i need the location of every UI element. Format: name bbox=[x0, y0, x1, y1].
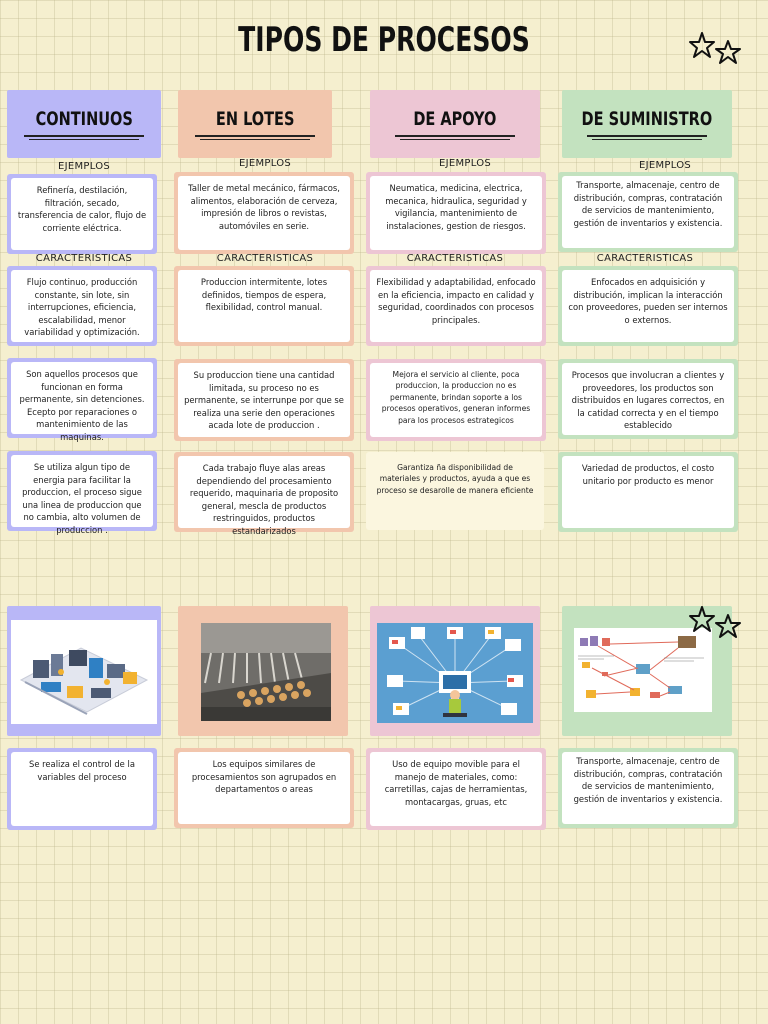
description-card bbox=[174, 359, 354, 441]
caracteristicas-text: Flexibilidad y adaptabilidad, enfocado en la eficiencia, impacto en calidad y seguridad, coordinados con procesos principales. bbox=[370, 270, 542, 342]
ejemplos-label: EJEMPLOS bbox=[438, 158, 492, 169]
caracteristicas-card bbox=[558, 266, 738, 346]
description-text: Se utiliza algun tipo de energia para facilitar la produccion, el proceso sigue una linea de produccion que no cambia, alto volumen de produccion . bbox=[11, 455, 153, 527]
caracteristicas-label: CARACTERISTICAS bbox=[596, 253, 694, 264]
header-underline bbox=[395, 135, 515, 137]
network-computer-illustration bbox=[370, 606, 540, 736]
caracteristicas-label: CARACTERISTICAS bbox=[35, 253, 133, 264]
ejemplos-label: EJEMPLOS bbox=[638, 160, 692, 171]
header-label: EN LOTES bbox=[215, 108, 295, 130]
header-label: DE SUMINISTRO bbox=[581, 108, 713, 130]
caracteristicas-text: Enfocados en adquisición y distribución, implican la interacción con proveedores, pueden ser internos o externos. bbox=[562, 270, 734, 342]
ejemplos-card bbox=[558, 172, 738, 252]
description-card bbox=[174, 748, 354, 828]
description-card bbox=[366, 359, 546, 441]
header-label: CONTINUOS bbox=[35, 108, 133, 130]
header-underline bbox=[29, 139, 139, 140]
header-underline bbox=[24, 135, 144, 137]
header-underline bbox=[400, 139, 510, 140]
description-text: Se realiza el control de la variables del proceso bbox=[11, 752, 153, 826]
caracteristicas-card bbox=[174, 266, 354, 346]
header-underline bbox=[592, 139, 702, 140]
description-card bbox=[366, 452, 544, 530]
description-card bbox=[7, 748, 157, 830]
description-text: Procesos que involucran a clientes y proveedores, los productos son distribuidos en lugares correctos, en la catidad correcta y en el tiempo establecido bbox=[562, 363, 734, 435]
description-card bbox=[7, 358, 157, 443]
ejemplos-text: Transporte, almacenaje, centro de distribución, compras, contratación de servicios de mantenimiento, gestión de inventarios y existencia. bbox=[562, 176, 734, 248]
ejemplos-card bbox=[366, 172, 546, 254]
header-underline bbox=[200, 139, 310, 140]
ejemplos-text: Refinería, destilación, filtración, secado, transferencia de calor, flujo de corriente eléctrica. bbox=[11, 178, 153, 250]
description-card bbox=[7, 451, 157, 536]
factory-isometric-illustration bbox=[7, 606, 161, 736]
description-text: Variedad de productos, el costo unitario por producto es menor bbox=[562, 456, 734, 528]
description-text: Uso de equipo movible para el manejo de materiales, como: carretillas, cajas de herramientas, montacargas, gruas, etc bbox=[370, 752, 542, 826]
caracteristicas-label: CARACTERISTICAS bbox=[406, 253, 504, 264]
caracteristicas-text: Flujo continuo, producción constante, sin lote, sin interrupciones, eficiencia, escalabilidad, menor variabilidad y optimización. bbox=[11, 270, 153, 342]
description-text: Los equipos similares de procesamientos son agrupados en departamentos o areas bbox=[178, 752, 350, 824]
production-line-photo bbox=[178, 606, 348, 736]
header-label: DE APOYO bbox=[413, 108, 497, 130]
description-card bbox=[366, 748, 546, 830]
description-card bbox=[558, 359, 738, 439]
ejemplos-card bbox=[174, 172, 354, 254]
page-title: TIPOS DE PROCESOS bbox=[238, 20, 530, 60]
ejemplos-label: EJEMPLOS bbox=[238, 158, 292, 169]
ejemplos-card bbox=[7, 174, 157, 254]
header-continuos bbox=[7, 90, 161, 158]
description-text: Garantiza ña disponibilidad de materiales y productos, ayuda a que es proceso se desarolle de manera eficiente bbox=[370, 456, 540, 526]
description-card bbox=[558, 452, 738, 532]
stars-doodle-icon bbox=[688, 30, 744, 66]
stars-doodle-icon bbox=[688, 604, 744, 640]
ejemplos-label: EJEMPLOS bbox=[57, 161, 111, 172]
header-de-suministro bbox=[562, 90, 732, 158]
description-text: Su produccion tiene una cantidad limitada, su proceso no es permanente, se interrunpe por que se realiza una serie den operaciones acada lote de produccion . bbox=[178, 363, 350, 437]
caracteristicas-label: CARACTERISTICAS bbox=[216, 253, 314, 264]
caracteristicas-card bbox=[7, 266, 157, 346]
header-underline bbox=[587, 135, 707, 137]
description-text: Son aquellos procesos que funcionan en forma permanente, sin detenciones. Ecepto por reparaciones o mantenimiento de las maquinas. bbox=[11, 362, 153, 434]
description-text: Mejora el servicio al cliente, poca produccion, la produccion no es permanente, brindan soporte a los procesos operativos, generan informes para los procesos estrategicos bbox=[370, 363, 542, 437]
description-text: Cada trabajo fluye alas areas dependiendo del procesamiento requerido, maquinaria de proposito general, mescla de productos restringuidos, productos estandarizados bbox=[178, 456, 350, 528]
caracteristicas-text: Produccion intermitente, lotes definidos, tiempos de espera, flexibilidad, control manual. bbox=[178, 270, 350, 342]
header-en-lotes bbox=[178, 90, 332, 158]
description-text: Transporte, almacenaje, centro de distribución, compras, contratación de servicios de mantenimiento, gestión de inventarios y existencia. bbox=[562, 752, 734, 824]
caracteristicas-card bbox=[366, 266, 546, 346]
header-de-apoyo bbox=[370, 90, 540, 158]
description-card bbox=[558, 748, 738, 828]
description-card bbox=[174, 452, 354, 537]
ejemplos-text: Taller de metal mecánico, fármacos, alimentos, elaboración de cerveza, impresión de libros o revistas, automóviles en serie. bbox=[178, 176, 350, 250]
header-underline bbox=[195, 135, 315, 137]
ejemplos-text: Neumatica, medicina, electrica, mecanica, hidraulica, seguridad y vigilancia, mantenimiento de instalaciones, gestion de riesgos. bbox=[370, 176, 542, 250]
